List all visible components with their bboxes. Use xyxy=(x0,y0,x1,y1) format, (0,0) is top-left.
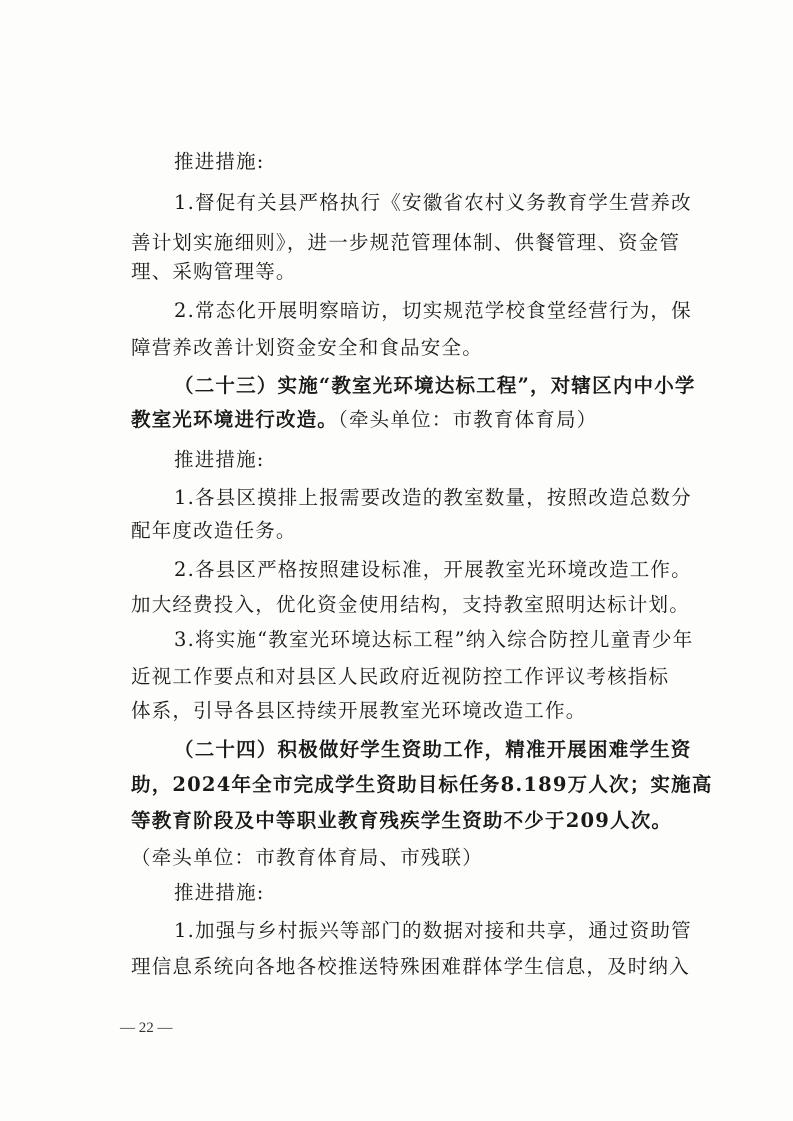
section-24-title-cont: 等教育阶段及中等职业教育残疾学生资助不少于209人次。 xyxy=(131,809,673,832)
paragraph-line: 配年度改造任务。 xyxy=(131,519,297,542)
paragraph-line: 1.各县区摸排上报需要改造的教室数量，按照改造总数分 xyxy=(174,486,692,509)
paragraph-line: 近视工作要点和对县区人民政府近视防控工作评议考核指标 xyxy=(131,665,670,688)
measures-heading-3: 推进措施: xyxy=(174,881,265,904)
section-23-title-bold: 教室光环境进行改造。 xyxy=(131,408,339,431)
paragraph-line: 1.加强与乡村振兴等部门的数据对接和共享，通过资助管 xyxy=(174,919,692,942)
paragraph-line: 理、采购管理等。 xyxy=(131,260,297,283)
page-number: — 22 — xyxy=(120,1020,173,1036)
paragraph-line: 体系，引导各县区持续开展教室光环境改造工作。 xyxy=(131,699,587,722)
lead-unit: （牵头单位：市教育体育局、市残联） xyxy=(131,846,483,869)
section-24-title: （二十四）积极做好学生资助工作，精准开展困难学生资 xyxy=(174,738,692,761)
section-23-title: （二十三）实施“教室光环境达标工程”，对辖区内中小学 xyxy=(174,374,696,397)
paragraph-line: 障营养改善计划资金安全和食品安全。 xyxy=(131,336,483,359)
paragraph-line: 加大经费投入，优化资金使用结构，支持教室照明达标计划。 xyxy=(131,593,690,616)
section-24-title-cont: 助，2024年全市完成学生资助目标任务8.189万人次；实施高 xyxy=(131,773,713,796)
paragraph-line: 善计划实施细则》，进一步规范管理体制、供餐管理、资金管 xyxy=(131,231,681,254)
paragraph-line: 2.常态化开展明察暗访，切实规范学校食堂经营行为，保 xyxy=(174,299,692,322)
measures-heading-1: 推进措施: xyxy=(174,150,265,173)
paragraph-line: 理信息系统向各地各校推送特殊困难群体学生信息，及时纳入 xyxy=(131,955,690,978)
section-23-title-cont xyxy=(131,406,597,434)
paragraph-line: 1.督促有关县严格执行《安徽省农村义务教育学生营养改 xyxy=(174,191,692,214)
measures-heading-2: 推进措施: xyxy=(174,448,265,471)
paragraph-line: 3.将实施“教室光环境达标工程”纳入综合防控儿童青少年 xyxy=(174,628,694,651)
lead-unit: （牵头单位：市教育体育局） xyxy=(338,408,598,431)
paragraph-line: 2.各县区严格按照建设标准，开展教室光环境改造工作。 xyxy=(174,558,692,581)
